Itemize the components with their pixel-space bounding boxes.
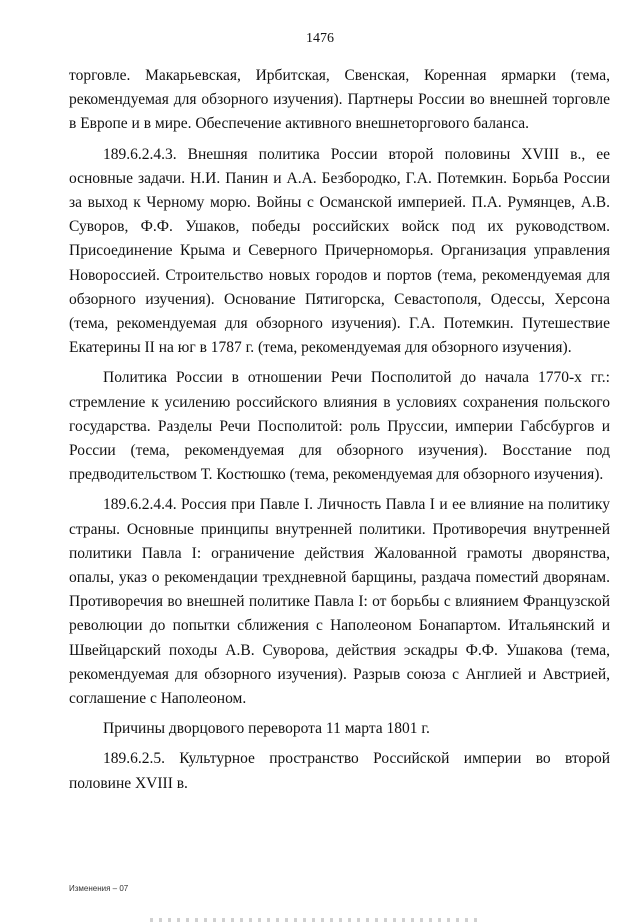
paragraph-trade-continuation: торговле. Макарьевская, Ирбитская, Свенская, Коренная ярмарки (тема, рекомендуемая для обзорного изучения). Партнеры России во внешней торговле в Европе и в мире. Обеспечение активного внешнеторгового баланса.	[69, 67, 610, 133]
scan-edge-mark	[150, 918, 480, 922]
footer-revision-note: Изменения – 07	[69, 884, 129, 893]
paragraph-cultural-space: 189.6.2.5. Культурное пространство Российской империи во второй половине XVIII в.	[69, 750, 610, 792]
paragraph-foreign-policy: 189.6.2.4.3. Внешняя политика России второй половины XVIII в., ее основные задачи. Н.И. Панин и А.А. Безбородко, Г.А. Потемкин. Борьба России за выход к Черному морю. Войны с Османской империей. П.А. Румянцев, А.В. Суворов, Ф.Ф. Ушаков, победы российских войск под их руководством. Присоединение Крыма и Северного Причерноморья. Организация управления Новороссией. Строительство новых городов и портов (тема, рекомендуемая для обзорного изучения). Основание Пятигорска, Севастополя, Одессы, Херсона (тема, рекомендуемая для обзорного изучения). Г.А. Потемкин. Путешествие Екатерины II на юг в 1787 г. (тема, рекомендуемая для обзорного изучения).	[69, 145, 610, 357]
paragraph-paul-i: 189.6.2.4.4. Россия при Павле I. Личность Павла I и ее влияние на политику страны. Основные принципы внутренней политики. Противоречия внутренней политики Павла I: ограничение действия Жалованной грамоты дворянства, опалы, указ о рекомендации трехдневной барщины, раздача поместий дворянам. Противоречия во внешней политике Павла I: от борьбы с влиянием Французской революции до попытки сближения с Наполеоном Бонапартом. Итальянский и Швейцарский походы А.В. Суворова, действия эскадры Ф.Ф. Ушакова (тема, рекомендуемая для обзорного изучения). Разрыв союза с Англией и Австрией, соглашение с Наполеоном.	[69, 496, 610, 708]
paragraph-poland-policy: Политика России в отношении Речи Посполитой до начала 1770-х гг.: стремление к усилению российского влияния в условиях сохранения польского государства. Разделы Речи Посполитой: роль Пруссии, империи Габсбургов и России (тема, рекомендуемая для обзорного изучения). Восстание под предводительством Т. Костюшко (тема, рекомендуемая для обзорного изучения).	[69, 369, 610, 484]
paragraph-palace-coup: Причины дворцового переворота 11 марта 1801 г.	[103, 720, 430, 738]
page-number: 1476	[306, 31, 334, 46]
page-body	[69, 64, 610, 796]
